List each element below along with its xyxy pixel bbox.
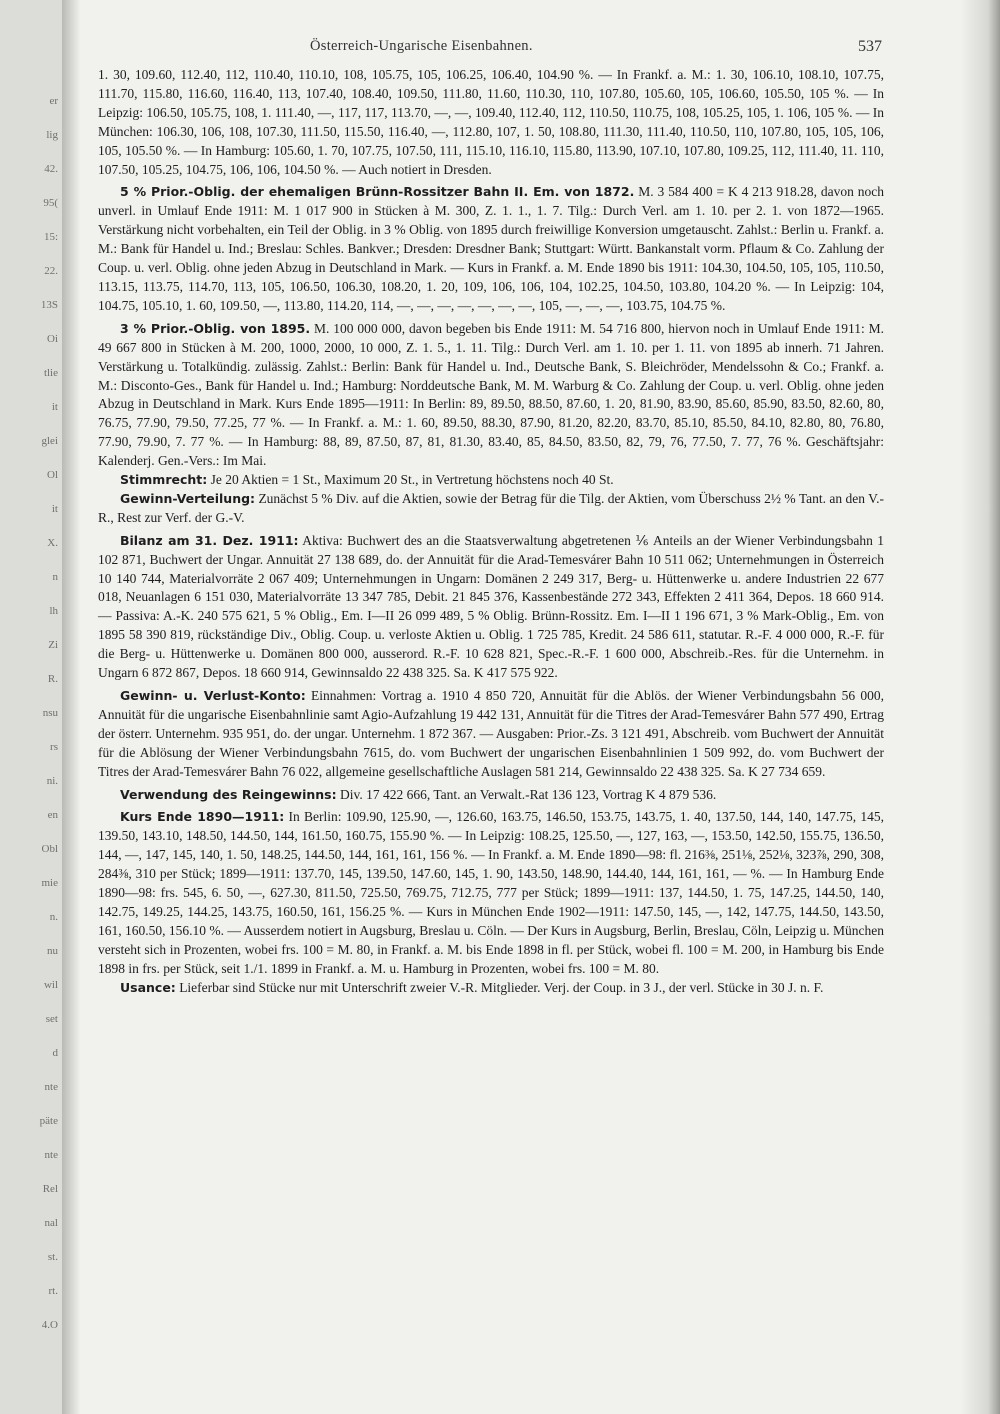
margin-fragment: tlie	[43, 367, 58, 379]
paragraph	[98, 320, 884, 471]
margin-fragment: nte	[44, 1081, 58, 1093]
section-heading: Gewinn- u. Verlust-Konto:	[120, 688, 306, 703]
margin-fragment: nsu	[42, 707, 58, 719]
margin-fragment: st.	[47, 1251, 58, 1263]
paragraph	[98, 979, 884, 998]
book-gutter	[62, 0, 80, 1414]
margin-fragment: n	[52, 571, 58, 583]
margin-fragment: nte	[44, 1149, 58, 1161]
section-heading: Bilanz am 31. Dez. 1911:	[120, 532, 299, 548]
section-heading: Gewinn-Verteilung:	[120, 490, 256, 506]
margin-fragment: en	[47, 809, 58, 821]
margin-fragment: ni.	[46, 775, 58, 787]
margin-fragment: nu	[47, 945, 58, 957]
paragraph-text: M. 100 000 000, davon begeben bis Ende 1911: M. 54 716 800, hiervon noch in Umlauf Ende 1911: M. 49 667 800 in Stücken à M. 200, 1000, 2000, 10 000, Z. 1. 5., 1. 11. Tilg.: Durch Verl. am 1. 10. per 1. 11. von 1895 ab innerh. 71 Jahren. Verstärkung u. Totalkündig. zulässig. Zahlst.: Berlin: Bank für Handel u. Ind., Deutsche Bank, S. Bleichröder, Mendelssohn & Co.; Frankf. a. M.: Disconto-Ges., Bank für Handel u. Ind.; Hamburg: Norddeutsche Bank, M. M. Warburg & Co. Zahlung der Coup. u. verl. Oblig. ohne jeden Abzug in Deutschland in Mark. Kurs Ende 1895—1911: In Berlin: 89, 89.50, 88.50, 87.60, 1. 20, 81.90, 83.90, 85.60, 85.90, 83.50, 82.60, 80, 76.75, 77.90, 79.50, 77.25, 77 %. — In Frankf. a. M.: 1. 60, 89.50, 88.30, 87.90, 81.20, 82.20, 83.70, 85.10, 85.50, 84.10, 82.80, 80, 76.80, 77.90, 79.90, 7. 77 %. — In Hamburg: 88, 89, 87.50, 87, 81, 81.30, 83.40, 85, 84.50, 83.50, 82, 79, 76, 77.50, 7. 77, 76 %. Geschäftsjahr: Kalenderj. Gen.-Vers.: Im Mai.	[98, 320, 884, 469]
paragraph	[98, 808, 884, 978]
section-heading: Stimmrecht:	[120, 472, 208, 488]
margin-fragment: set	[45, 1013, 58, 1025]
paragraph-text: Zunächst 5 % Div. auf die Aktien, sowie der Betrag für die Tilg. der Aktien, vom Überschuss 2½ % Tant. an den V.-R., Rest zur Verf. der G.-V.	[98, 490, 884, 525]
paragraph-text: Aktiva: Buchwert des an die Staatsverwaltung abgetretenen ⅙ Anteils an der Wiener Verbindungsbahn 1 102 871, Buchwert der Ungar. Annuität 27 138 689, do. der Annuität für die Arad-Temesvárer Bahn 10 511 062; Unternehmungen in Österreich 10 140 744, Materialvorräte 2 067 409; Unternehmungen in Ungarn: Domänen 2 249 317, Berg- u. Hüttenwerke u. andere Industrien 22 677 018, Neuanlagen 6 151 030, Materialvorräte 13 347 785, Debit. 21 845 376, Kassenbestände 272 343, Effekten 2 411 364, Depos. 18 660 914. — Passiva: A.-K. 240 575 621, 5 % Oblig., Em. I—II 26 099 489, 5 % Oblig. Brünn-Rossitz. Em. I—II 1 196 671, 3 % Mark-Oblig., Em. von 1895 58 390 819, rückständige Div., Oblig. Coup. u. verloste Aktien u. Oblig. 1 725 785, Kredit. 24 586 611, statutar. R.-F. 4 000 000, R.-F. für die Berg- u. Hüttenwerke u. Domänen 800 000, ausserord. R.-F. 10 628 821, Spec.-R.-F. 1 600 000, Abschreib.-Res. für die Unternehm. in Ungarn 6 872 867, Depos. 18 660 914, Gewinnsaldo 22 438 325. Sa. K 417 575 922.	[98, 532, 885, 681]
paragraph-text: 1. 30, 109.60, 112.40, 112, 110.40, 110.10, 108, 105.75, 105, 106.25, 106.40, 104.90 %. — In Frankf. a. M.: 1. 30, 106.10, 108.10, 107.75, 111.70, 115.80, 116.60, 116.40, 113, 107.40, 108.40, 109.50, 111.80, 11.60, 110.30, 110, 107.80, 105.60, 105, 106.60, 105.50, 105 %. — In Leipzig: 106.50, 105.75, 108, 1. 111.40, —, 117, 117, 113.70, —, —, 109.40, 112.40, 112, 110.50, 110.75, 108, 105.25, 105, 1. 106, 105 %. — In München: 106.30, 106, 108, 107.30, 111.50, 115.50, 116.40, —, 112.80, 107, 1. 50, 108.80, 111.30, 111.40, 110.50, 110, 107.80, 105, 105, 106, 105, 105.50 %. — In Hamburg: 105.60, 1. 70, 107.75, 107.50, 111, 115.10, 116.10, 115.80, 113.90, 107.10, 107.80, 109.25, 112, 111.40, 11. 110, 107.50, 105.25, 104.75, 106, 106, 104.50 %. — Auch notiert in Dresden.	[98, 67, 884, 177]
margin-fragment: 42.	[44, 163, 58, 175]
paragraph-text: Div. 17 422 666, Tant. an Verwalt.-Rat 136 123, Vortrag K 4 879 536.	[339, 786, 717, 802]
adjacent-page-margin	[0, 0, 64, 1414]
margin-fragment: lh	[49, 605, 58, 617]
paragraph	[98, 786, 884, 805]
margin-fragment: it	[51, 503, 58, 515]
margin-fragment: 13S	[40, 299, 58, 311]
paragraph-text: Einnahmen: Vortrag a. 1910 4 850 720, Annuität für die Ablös. der Wiener Verbindungsbahn 56 000, Annuität für die ungarische Eisenbahnlinie samt Agio-Aufzahlung 19 442 131, Annuität für die Titres der Arad-Temesvárer Bahn 577 490, Ertrag der österr. Unternehm. 935 951, do. der ungar. Unternehm. 1 872 367. — Ausgaben: Prior.-Zs. 3 121 491, Abschreib. vom Buchwert der Annuität für die Ablösung der Wiener Verbindungsbahn 7615, do. vom Buchwert der ungarischen Eisenbahnlinien 1 509 992, do. vom Buchwert der Titres der Arad-Temesvárer Bahn 76 022, allgemeine gesellschaftliche Auslagen 581 214, Gewinnsaldo 22 438 325. Sa. K 27 734 659.	[98, 688, 885, 779]
margin-fragment: rs	[50, 741, 58, 753]
paragraph	[98, 532, 884, 683]
margin-fragment: päte	[39, 1115, 58, 1127]
margin-fragment: Zi	[48, 639, 58, 651]
section-heading: 5 % Prior.-Oblig. der ehemaligen Brünn-Rossitzer Bahn II. Em. von 1872.	[120, 184, 635, 200]
body-text	[98, 66, 884, 998]
section-heading: Verwendung des Reingewinns:	[120, 786, 337, 802]
margin-fragment: nal	[44, 1217, 58, 1229]
margin-fragment: d	[52, 1047, 58, 1059]
margin-fragment: Rel	[42, 1183, 58, 1195]
margin-fragment: er	[49, 95, 58, 107]
running-header	[100, 38, 880, 58]
margin-fragment: 22.	[44, 265, 58, 277]
paragraph	[98, 471, 884, 490]
paragraph	[98, 66, 884, 179]
margin-fragment: mie	[41, 877, 58, 889]
paragraph	[98, 490, 884, 528]
paragraph-text: M. 3 584 400 = K 4 213 918.28, davon noch unverl. in Umlauf Ende 1911: M. 1 017 900 in Stücken à M. 300, Z. 1. 1., 1. 7. Tilg.: Durch Verl. am 1. 10. per 2. 1. von 1872—1965. Verstärkung nicht vorbehalten, ein Teil der Oblig. in 3 % Oblig. von 1895 durch freiwillige Konversion umgetauscht. Zahlst.: Berlin u. Frankf. a. M.: Bank für Handel u. Ind.; Breslau: Schles. Bankver.; Dresden: Dresdner Bank; Stuttgart: Württ. Bankanstalt vorm. Pflaum & Co. Zahlung der Coup. u. verl. Oblig. ohne jeden Abzug in Deutschland in Mark. — Kurs in Frankf. a. M. Ende 1890 bis 1911: 104.30, 104.50, 105, 105, 110.50, 113.15, 113.75, 114.70, 113, 105, 106.50, 106.30, 108.20, 1. 20, 109, 106, 106, 104, 102.25, 104.50, 103.80, 104.20 %. — In Leipzig: 104, 104.75, 105.10, 1. 60, 109.50, —, 113.80, 114.20, 114, —, —, —, —, —, —, —, 105, —, —, —, 103.75, 104.75 %.	[98, 184, 884, 313]
margin-fragment: X.	[47, 537, 58, 549]
margin-fragment: wil	[43, 979, 58, 991]
margin-fragment: R.	[47, 673, 58, 685]
margin-fragment: glei	[41, 435, 58, 447]
section-heading: 3 % Prior.-Oblig. von 1895.	[120, 320, 311, 336]
paragraph-text: Lieferbar sind Stücke nur mit Unterschrift zweier V.-R. Mitglieder. Verj. der Coup. in 3 J., der verl. Stücke in 30 J. n. F.	[179, 979, 824, 995]
margin-fragment: rt.	[48, 1285, 58, 1297]
paragraph	[98, 687, 884, 782]
margin-fragment: it	[51, 401, 58, 413]
margin-fragment: lig	[46, 129, 58, 141]
section-heading: Kurs Ende 1890—1911:	[120, 809, 285, 825]
section-heading: Usance:	[120, 979, 176, 995]
margin-fragment: Oi	[47, 333, 58, 345]
running-title: Österreich-Ungarische Eisenbahnen.	[310, 38, 533, 54]
page-number: 537	[858, 38, 882, 55]
margin-fragment: Ol	[47, 469, 58, 481]
margin-fragment: 15:	[43, 231, 58, 243]
page-edge	[960, 0, 1000, 1414]
paragraph-text: Je 20 Aktien = 1 St., Maximum 20 St., in Vertretung höchstens noch 40 St.	[210, 472, 614, 488]
margin-fragment: 95(	[43, 197, 58, 209]
margin-fragment: 4.O	[41, 1319, 58, 1331]
margin-fragment: Obl	[41, 843, 58, 855]
paragraph	[98, 183, 884, 315]
paragraph-text: In Berlin: 109.90, 125.90, —, 126.60, 163.75, 146.50, 153.75, 143.75, 1. 40, 137.50, 144, 140, 147.75, 145, 139.50, 143.10, 148.50, 144.50, 144, 161.50, 160.75, 155.90 %. — In Leipzig: 108.25, 125.50, —, 127, 163, —, 153.50, 142.50, 155.75, 136.50, 144, —, 147, 145, 140, 1. 50, 148.25, 144.50, 144, 161, 161, 156 %. — In Frankf. a. M. Ende 1890—98: fl. 216⅜, 251⅛, 252⅛, 323⅞, 290, 308, 284⅜, 310 per Stück; 1899—1911: 137.70, 145, 139.50, 147.60, 145, 1. 90, 143.50, 148.90, 144.40, 144, 161, 161, — %. — In Hamburg Ende 1890—98: frs. 545, 6. 50, —, 627.30, 811.50, 725.50, 769.75, 712.75, 777 per Stück; 1899—1911: 137, 144.50, 1. 75, 147.25, 144.50, 140, 142.75, 149.25, 144.25, 143.75, 160.50, 161, 156.25 %. — Kurs in München Ende 1902—1911: 147.50, 145, —, 142, 147.75, 144.50, 143.50, 161, 160.50, 156.10 %. — Ausserdem notiert in Augsburg, Breslau u. Cöln. — Der Kurs in Augsburg, Berlin, Breslau, Cöln, Leipzig u. München versteht sich in Prozenten, wobei frs. 100 = M. 80, in Frankf. a. M. bis Ende 1898 in fl. per Stück, wobei fl. 100 = M. 200, in Hamburg bis Ende 1898 in frs. per Stück, seit 1./1. 1899 in Frankf. a. M. u. Hamburg in Prozenten, wobei frs. 100 = M. 80.	[98, 809, 884, 976]
margin-fragment: n.	[49, 911, 58, 923]
